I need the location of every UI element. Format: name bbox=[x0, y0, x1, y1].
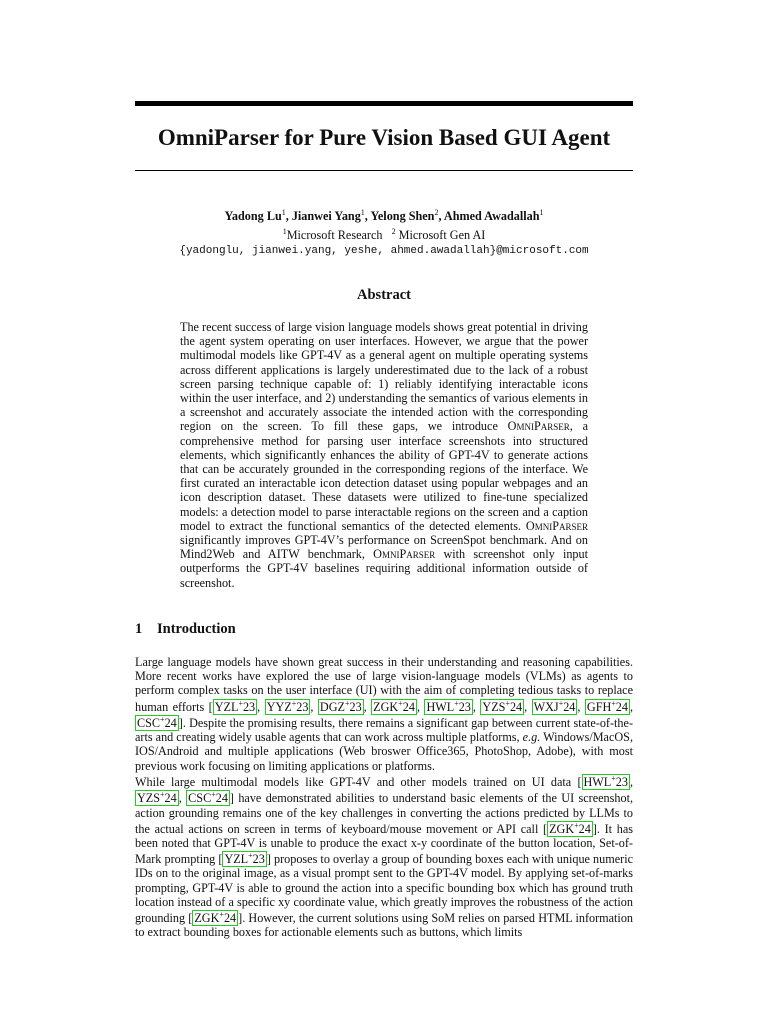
method-name: OmniParser bbox=[507, 419, 570, 434]
title-bottom-rule bbox=[135, 170, 633, 171]
citation-link[interactable]: YZL+23 bbox=[224, 851, 265, 867]
citation-link[interactable]: ZGK+24 bbox=[373, 698, 415, 714]
author-block bbox=[135, 205, 633, 259]
author-emails: {yadonglu, jianwei.yang, yeshe, ahmed.awadallah}@microsoft.com bbox=[179, 245, 589, 258]
affiliation-number: 1 bbox=[282, 227, 287, 237]
abstract-heading: Abstract bbox=[357, 287, 411, 303]
paragraph-text: have demonstrated abilities to understand basic elements of the UI screenshot, action grounding remains one of the key challenges in converting the actions predicted by LLMs to the actual actions on screen in terms of keyboard/mouse movement or API call bbox=[135, 791, 634, 836]
abstract-body bbox=[180, 320, 588, 590]
section-number: 1 bbox=[135, 621, 143, 637]
section-heading-introduction bbox=[135, 619, 236, 639]
method-name: OmniParser bbox=[373, 547, 436, 562]
paragraph-text: proposes to overlay a group of bounding boxes each with unique numeric IDs on to the original image, as a visual prompt sent to the GPT-4V model. By applying set-of-marks prompting, GPT-4V is able to ground the action into a specific bounding box which has ground truth location instead of a specific xy coordinate value, which greatly improves the robustness of the action grounding bbox=[135, 852, 633, 926]
author-name: Jianwei Yang bbox=[291, 209, 361, 224]
author-affiliation-mark: 1 bbox=[360, 208, 365, 217]
citation-link[interactable]: YZS+24 bbox=[137, 790, 177, 806]
paragraph-text: . It has been noted that GPT-4V is unable to produce the exact x-y coordinate of the button location, Set-of-Mark prompting bbox=[135, 821, 633, 867]
abstract-text: The recent success of large vision language models shows great potential in driving the agent system operating on user interfaces. However, we argue that the power multimodal models like GPT-4V as a general agent on multiple operating systems across different applications is largely underestimated due to the lack of a robust screen parsing technique capable of: 1) reliably identifying interactable icons within the user interface, and 2) understanding the semantics of various elements in a screenshot and accurately associate the intended action with the corresponding region on the screen. To fill these gaps, we introduce bbox=[180, 320, 588, 434]
affiliation-name: Microsoft Research bbox=[286, 228, 383, 243]
citation-link[interactable]: HWL+23 bbox=[426, 698, 471, 714]
paragraph-text: . Despite the promising results, there remains a significant gap between current state-of-the-arts and creating widely usable agents that can work across multiple platforms, bbox=[135, 715, 633, 745]
paragraph-text: Windows/MacOS, IOS/Android and multiple applications (Web broswer Office365, PhotoShop, Adobe), with most previous work focusing on limiting applications or platforms. bbox=[135, 730, 633, 773]
author-name: Yelong Shen bbox=[370, 209, 435, 224]
citation-link[interactable]: GFH+24 bbox=[586, 698, 628, 714]
citation-link[interactable]: DGZ+23 bbox=[319, 698, 362, 714]
citation-link[interactable]: ZGK+24 bbox=[549, 820, 591, 836]
citation-link[interactable]: HWL+23 bbox=[583, 774, 628, 790]
section-title: Introduction bbox=[157, 621, 236, 637]
abstract-text: significantly improves GPT-4V’s performance on ScreenSpot benchmark. And on Mind2Web and AITW benchmark, bbox=[180, 533, 588, 562]
paragraph-text-italic: e.g. bbox=[522, 730, 541, 745]
affiliation-list bbox=[135, 224, 633, 243]
title-top-rule bbox=[135, 101, 633, 106]
paper-title: OmniParser for Pure Vision Based GUI Agent bbox=[157, 125, 611, 150]
method-name: OmniParser bbox=[525, 518, 588, 533]
citation-link[interactable]: WXJ+24 bbox=[533, 698, 576, 714]
author-name: Yadong Lu bbox=[224, 209, 282, 224]
paragraph-text: . However, the current solutions using SoM relies on parsed HTML information to extract bounding boxes for actionable elements such as buttons, which limits bbox=[135, 911, 634, 940]
citation-link[interactable]: ZGK+24 bbox=[194, 910, 237, 926]
affiliation-number: 2 bbox=[391, 227, 396, 237]
author-affiliation-mark: 2 bbox=[434, 208, 439, 217]
citation-link[interactable]: YYZ+23 bbox=[266, 698, 309, 714]
paragraph-text: While large multimodal models like GPT-4V and other models trained on UI data bbox=[135, 775, 578, 790]
affiliation-name: Microsoft Gen AI bbox=[398, 228, 486, 243]
author-name: Ahmed Awadallah bbox=[443, 209, 540, 224]
citation-link[interactable]: YZS+24 bbox=[482, 698, 523, 714]
abstract-text: with screenshot only input outperforms the GPT-4V baselines requiring additional information outside of screenshot. bbox=[180, 547, 588, 590]
intro-paragraph-2: While large multimodal models like GPT-4V and other models trained on UI data [ HWL+23 , YZS+24 , CSC+24 ] have demonstrated abilities to understand basic elements of the UI screenshot, action grounding remains one of the key challenges in converting the actions predicted by LLMs to the actual actions on screen in terms of keyboard/mouse movement or API call [ ZGK+24 ]. It has been noted that GPT-4V is unable to produce the exact x-y coordinate of the button location, Set-of-Mark prompting [ YZL+23 ] proposes to overlay a group of bounding boxes each with unique numeric IDs on to the original image, as a visual prompt sent to the GPT-4V model. By applying set-of-marks prompting, GPT-4V is able to ground the action into a specific bounding box which has ground truth location instead of a specific xy coordinate value, which greatly improves the robustness of the action grounding [ ZGK+24 ]. However, the current solutions using SoM relies on parsed HTML information to extract bounding boxes for actionable elements such as buttons, which limits bbox=[135, 774, 634, 940]
paragraph-text: Large language models have shown great success in their understanding and reasoning capabilities. More recent works have explored the use of large vision-language models (VLMs) as agents to perform complex tasks on the user interface (UI) with the aim of completing tedious tasks to replace human efforts bbox=[135, 655, 633, 714]
intro-paragraph-1: Large language models have shown great success in their understanding and reasoning capabilities. More recent works have explored the use of large vision-language models (VLMs) as agents to perform complex tasks on the user interface (UI) with the aim of completing tedious tasks to replace human efforts [ YZL+23 , YYZ+23 , DGZ+23 , ZGK+24 , HWL+23 , YZS+24 , WXJ+24 , GFH+24 , CSC+24 ]. Despite the promising results, there remains a significant gap between current state-of-the-arts and creating widely usable agents that can work across multiple platforms, e.g. Windows/MacOS, IOS/Android and multiple applications (Web broswer Office365, PhotoShop, Adobe), with most previous work focusing on limiting applications or platforms. bbox=[135, 655, 634, 773]
citation-link[interactable]: CSC+24 bbox=[188, 790, 228, 806]
citation-link[interactable]: CSC+24 bbox=[137, 714, 177, 730]
author-affiliation-mark: 1 bbox=[539, 208, 544, 217]
author-list: Yadong Lu$^1$, Jianwei Yang$^1$, Yelong Shen$^2$, Ahmed Awadallah$^1$ bbox=[224, 208, 544, 224]
author-affiliation-mark: 1 bbox=[281, 208, 286, 217]
abstract-text: , a comprehensive method for parsing user interface screenshots into structured elements, which significantly enhances the ability of GPT-4V to generate actions that can be accurately grounded in the corresponding regions of the interface. We first curated an interactable icon detection dataset using popular webpages and an icon description dataset. These datasets were utilized to fine-tune specialized models: a detection model to parse interactable regions on the screen and a caption model to extract the functional semantics of the detected elements. bbox=[180, 419, 588, 533]
citation-link[interactable]: YZL+23 bbox=[214, 698, 256, 714]
